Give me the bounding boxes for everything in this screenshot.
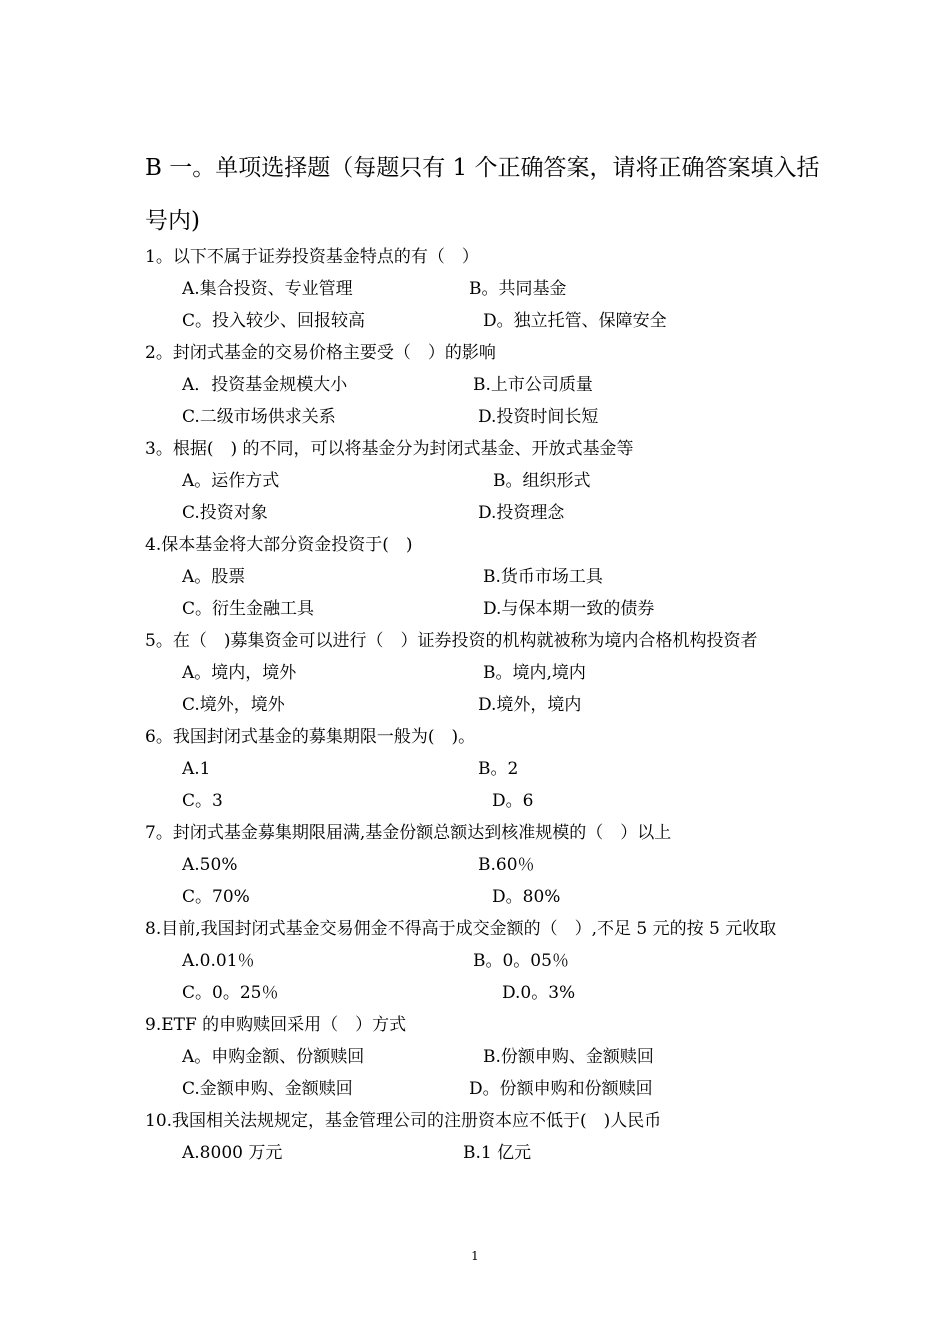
option-row [145, 753, 815, 785]
option-a: A.集合投资、专业管理 [182, 279, 353, 299]
question-stem: 3。根据( ) 的不同，可以将基金分为封闭式基金、开放式基金等 [145, 439, 634, 459]
option-a: A.0.01％ [182, 951, 255, 971]
option-c: C.投资对象 [182, 503, 268, 523]
question-stem: 4.保本基金将大部分资金投资于( ) [145, 535, 413, 555]
option-a: A.8000 万元 [182, 1143, 283, 1163]
option-d: D。6 [492, 791, 534, 811]
question-5 [145, 625, 815, 721]
option-b: B。2 [478, 759, 519, 779]
option-row [145, 945, 815, 977]
page-number: 1 [471, 1249, 479, 1263]
question-1 [145, 241, 815, 337]
option-row [145, 465, 815, 497]
option-a: A。运作方式 [182, 471, 280, 491]
question-10 [145, 1105, 815, 1169]
option-c: C。0。25％ [182, 983, 279, 1003]
question-3 [145, 433, 815, 529]
option-row [145, 977, 815, 1009]
option-b: B.上市公司质量 [473, 375, 593, 395]
option-c: C。衍生金融工具 [182, 599, 315, 619]
option-c: C.境外，境外 [182, 695, 285, 715]
option-row [145, 881, 815, 913]
option-d: D.0。3% [502, 983, 576, 1003]
option-row [145, 497, 815, 529]
option-b: B.1 亿元 [463, 1143, 532, 1163]
option-d: D.与保本期一致的债券 [483, 599, 655, 619]
option-d: D。份额申购和份额赎回 [469, 1079, 653, 1099]
option-b: B.份额申购、金额赎回 [483, 1047, 654, 1067]
option-a: A.50% [182, 855, 238, 875]
option-b: B.60％ [478, 855, 535, 875]
option-a: A。申购金额、份额赎回 [182, 1047, 365, 1067]
question-stem: 8.目前,我国封闭式基金交易佣金不得高于成交金额的（ ）,不足 5 元的按 5 元收取 [145, 919, 777, 939]
option-b: B.货币市场工具 [483, 567, 603, 587]
option-row [145, 849, 815, 881]
option-b: B。境内,境内 [483, 663, 586, 683]
question-stem: 2。封闭式基金的交易价格主要受（ ）的影响 [145, 343, 496, 363]
option-c: C.二级市场供求关系 [182, 407, 336, 427]
option-a: A。境内，境外 [182, 663, 297, 683]
question-7 [145, 817, 815, 913]
option-row [145, 273, 815, 305]
option-row [145, 657, 815, 689]
question-stem: 1。以下不属于证券投资基金特点的有（ ） [145, 247, 479, 267]
option-row [145, 1137, 815, 1169]
option-c: C。70% [182, 887, 250, 907]
question-list [145, 241, 815, 1169]
option-row [145, 401, 815, 433]
option-b: B。共同基金 [469, 279, 567, 299]
question-stem: 5。在（ )募集资金可以进行（ ）证券投资的机构就被称为境内合格机构投资者 [145, 631, 758, 651]
option-c: C。3 [182, 791, 223, 811]
option-b: B。组织形式 [493, 471, 591, 491]
option-d: D。独立托管、保障安全 [483, 311, 667, 331]
option-row [145, 1073, 815, 1105]
question-8 [145, 913, 815, 1009]
option-row [145, 785, 815, 817]
option-row [145, 1041, 815, 1073]
option-row [145, 305, 815, 337]
option-d: D.投资时间长短 [478, 407, 599, 427]
option-a: A。股票 [182, 567, 246, 587]
option-d: D.投资理念 [478, 503, 565, 523]
option-row [145, 561, 815, 593]
option-row [145, 689, 815, 721]
option-d: D。80% [492, 887, 561, 907]
question-stem: 10.我国相关法规规定，基金管理公司的注册资本应不低于( )人民币 [145, 1111, 662, 1131]
option-row [145, 593, 815, 625]
option-a: A.1 [182, 759, 211, 779]
option-b: B。0。05％ [473, 951, 569, 971]
question-stem: 7。封闭式基金募集期限届满,基金份额总额达到核准规模的（ ）以上 [145, 823, 672, 843]
question-4 [145, 529, 815, 625]
option-c: C.金额申购、金额赎回 [182, 1079, 353, 1099]
option-a: A．投资基金规模大小 [182, 375, 348, 395]
option-c: C。投入较少、回报较高 [182, 311, 366, 331]
option-row [145, 369, 815, 401]
question-6 [145, 721, 815, 817]
option-d: D.境外，境内 [478, 695, 582, 715]
section-title: B 一。单项选择题（每题只有 1 个正确答案，请将正确答案填入括号内) [145, 155, 820, 234]
question-2 [145, 337, 815, 433]
question-stem: 9.ETF 的申购赎回采用（ ）方式 [145, 1015, 407, 1035]
question-stem: 6。我国封闭式基金的募集期限一般为( )。 [145, 727, 476, 747]
question-9 [145, 1009, 815, 1105]
